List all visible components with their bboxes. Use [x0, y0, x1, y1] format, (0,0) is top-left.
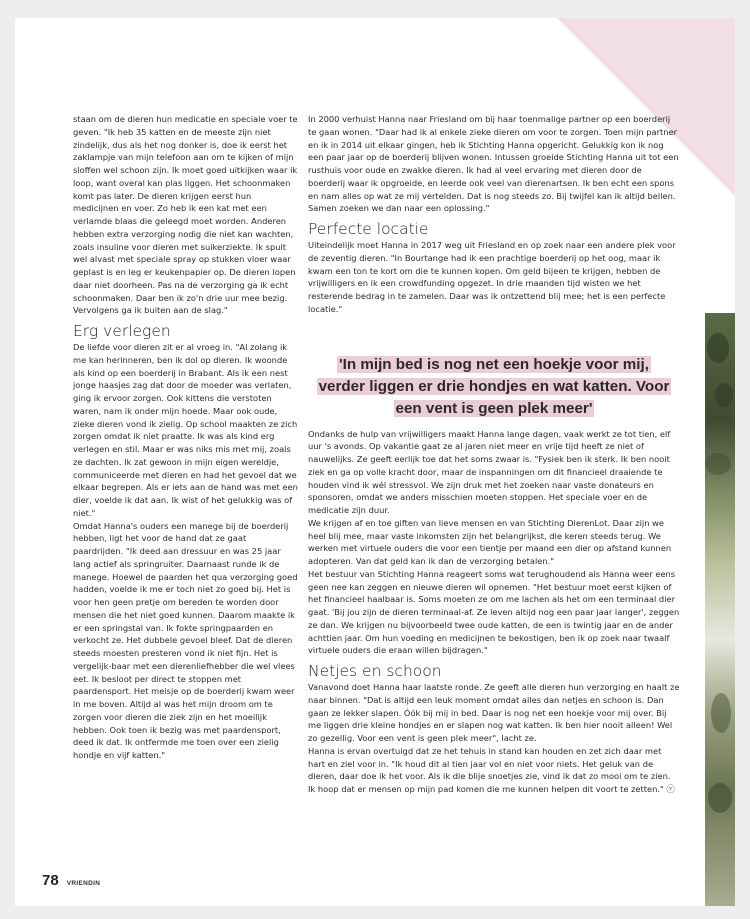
right-paragraph-3: We krijgen af en toe giften van lieve mensen en van Stichting DierenLot. Daar zijn we heel blij mee, maar vaste inkomsten zijn het belangrijkst, die keren steeds terug. We werken met virtuele ouders die voor een tientje per maand een dier op afstand kunnen adopteren. Van dat geld kan ik dan de verzorging betalen."	[308, 517, 672, 566]
pull-quote-text: 'In mijn bed is nog net een hoekje voor mij, verder liggen er drie hondjes en wat katten. Voor een vent is geen plek meer'	[318, 356, 670, 417]
heading-erg-verlegen: Erg verlegen	[73, 322, 171, 340]
right-paragraph-4: Het bestuur van Stichting Hanna reageert soms wat terughoudend als Hanna weer eens geen nee kan zeggen en nieuwe dieren wil opnemen. "Het bestuur moet eerst kijken of het financieel haalbaar is. Soms moeten ze om me lachen als het om een terminaal dier gaat. 'Bij jou zijn de dieren terminaal-af. Ze leven altijd nog een paar jaar langer', zeggen ze dan. We krijgen nu bijvoorbeeld twee oude katten, de een is twintig jaar en de ander achttien jaar. Om hun voeding en medicijnen te bekostigen, ben ik op zoek naar twaalf virtuele ouders die eraan willen bijdragen."	[308, 568, 680, 656]
right-paragraph-1: Uiteindelijk moet Hanna in 2017 weg uit Friesland en op zoek naar een andere plek voor de zeventig dieren. "In Bourtange had ik een prachtige boerderij op het oog, maar ik kwam een ton te kort om die te kunnen kopen. Om geld bijeen te krijgen, hebben de vrijwilligers en ik een crowdfunding opgezet. In drie maanden tijd wisten we het resterende bedrag in te zamelen. Daar was ik ontzettend blij mee; het is een perfecte locatie."	[308, 240, 676, 314]
right-intro-text: In 2000 verhuist Hanna naar Friesland om bij haar toenmalige partner op een boerderij te gaan wonen. "Daar had ik al enkele zieke dieren om voor te zorgen. Toen mijn partner en ik in 2014 uit elkaar gingen, heb ik Stichting Hanna opgericht. Gelukkig kon ik nog een paar jaar op de boerderij blijven wonen. Intussen groeide Stichting Hanna uit tot een rusthuis voor oude en zwakke dieren. Ik had al veel ervaring met dieren door de boerderij waar ik opgroeide, en leerde ook veel van dierenartsen. Ik ben echt een spons en nam alles op wat ze mij vertelden. Dat is nog steeds zo. Bij twijfel kan ik altijd bellen. Samen zoeken we dan naar een oplossing."	[308, 114, 679, 214]
heading-perfecte-locatie: Perfecte locatie	[308, 220, 429, 238]
page-footer	[42, 870, 100, 889]
heading-netjes-en-schoon: Netjes en schoon	[308, 662, 442, 680]
edge-photo	[705, 313, 735, 906]
magazine-name: VRIENDIN	[66, 880, 101, 887]
pull-quote	[313, 354, 675, 420]
right-paragraph-5: Vanavond doet Hanna haar laatste ronde. Ze geeft alle dieren hun verzorging en haalt ze naar binnen. "Dat is altijd een leuk moment omdat alles dan netjes en schoon is. Dan gaan ze lekker slapen. Óók bij mij in bed. Daar is nog net een hoekje voor mij over. Bij me liggen drie kleine hondjes en er slapen nog wat katten. Ik ben hier nooit alleen! Wel zo gezellig. Voor een vent is geen plek meer", lacht ze.	[308, 682, 680, 743]
left-paragraph-1: De liefde voor dieren zit er al vroeg in. "Al zolang ik me kan herinneren, ben ik dol op dieren. Ik woonde als kind op een boerderij in Brabant. Als ik een nest jonge haasjes zag dat door de moeder was verlaten, ging ik ervoor zorgen. Ook kittens die verstoten waren, nam ik onder mijn hoede. Maar ook oude, zieke dieren vond ik zielig. Op school maakten ze zich zorgen omdat ik niet praatte. Ik was als kind erg verlegen en stil. Maar er was niks mis met mij, zoals ze dachten. Ik zat gewoon in mijn eigen wereldje, communiceerde met dieren en had het gevoel dat we elkaar begrepen. Als er iets aan de hand was met een dier, voelde ik dat aan. Ik wist of het gelukkig was of niet."	[73, 342, 298, 518]
page-number: 78	[42, 872, 59, 889]
left-paragraph-2: Omdat Hanna's ouders een manege bij de boerderij hebben, ligt het voor de hand dat ze gaat paardrijden. "Ik deed aan dressuur en was 25 jaar lang actief als springruiter. Daarnaast runde ik de manege. Hoewel de paarden het qua verzorging goed hadden, voelde ik me er toch niet zo goed bij. Het is voor hen geen pretje om bereden te worden door mensen die het niet goed kunnen. Daarom maakte ik er een springstal van. Ik fokte springpaarden en verkocht ze. Het dubbele gevoel bleef. Dat de dieren steeds moesten presteren vond ik niet fijn. Het is vergelijk-baar met een dierenliefhebber die wel vlees eet. Ik besloot per direct te stoppen met paardensport. Het meisje op de boerderij kwam weer in me boven. Altijd al was het mijn droom om te zorgen voor dieren die ziek zijn en het moeilijk hebben. Ook toen ik bezig was met paardensport, deed ik dat. Ik ontfermde me toen over een zielig hondje en vijf katten."	[73, 520, 298, 760]
left-intro-text: staan om de dieren hun medicatie en speciale voer te geven. "Ik heb 35 katten en de meeste zijn niet zindelijk, dus als het nog donker is, doe ik eerst het zaklampje van mijn telefoon aan om te kijken of mijn sloffen wel schoon zijn. Ik moet goed uitkijken waar ik loop, want overal kan plas liggen. Het schoonmaken komt pas later. De dieren krijgen eerst hun medicijnen en voer. Zo heb ik een kat met een verlamde blaas die geleegd moet worden. Anderen hebben extra verzorging nodig die niet kan wachten, zoals insuline voor dieren met suikerziekte. Ik spuit wel alvast met speciale spray op stukken vloer waar geplast is en leg er keukenpapier op. De dieren lopen daar niet doorheen. Pas na de verzorging ga ik echt schoonmaken. Daar ben ik zo'n drie uur mee bezig. Vervolgens ga ik buiten aan de slag."	[73, 114, 298, 316]
right-paragraph-6: Hanna is ervan overtuigd dat ze het tehuis in stand kan houden en zet zich daar met hart en ziel voor in. "Ik houd dit al tien jaar vol en niet voor niets. Het geluk van de dieren, daar doe ik het voor. Als ik die blije snoetjes zie, vind ik dat zo mooi om te zien. Ik hoop dat er mensen op mijn pad komen die me kunnen helpen dit voort te zetten." ⓥ	[308, 745, 675, 794]
left-column	[73, 113, 298, 762]
right-column	[308, 113, 680, 796]
magazine-page	[15, 18, 735, 906]
right-paragraph-2: Ondanks de hulp van vrijwilligers maakt Hanna lange dagen, vaak werkt ze tot tien, elf uur 's avonds. Op vakantie gaat ze al jaren niet meer en vrije tijd heeft ze niet of nauwelijks. Ze geeft eerlijk toe dat het soms zwaar is. "Fysiek ben ik sterk. Ik ben nooit ziek en ga op volle kracht door, maar de inspanningen om dit financieel draaiende te houden vind ik wél stressvol. We zijn druk met het zoeken naar vaste donateurs en sponsoren, omdat we anders misschien moeten stoppen. Het speciale voer en de medicatie zijn duur.	[308, 428, 671, 515]
